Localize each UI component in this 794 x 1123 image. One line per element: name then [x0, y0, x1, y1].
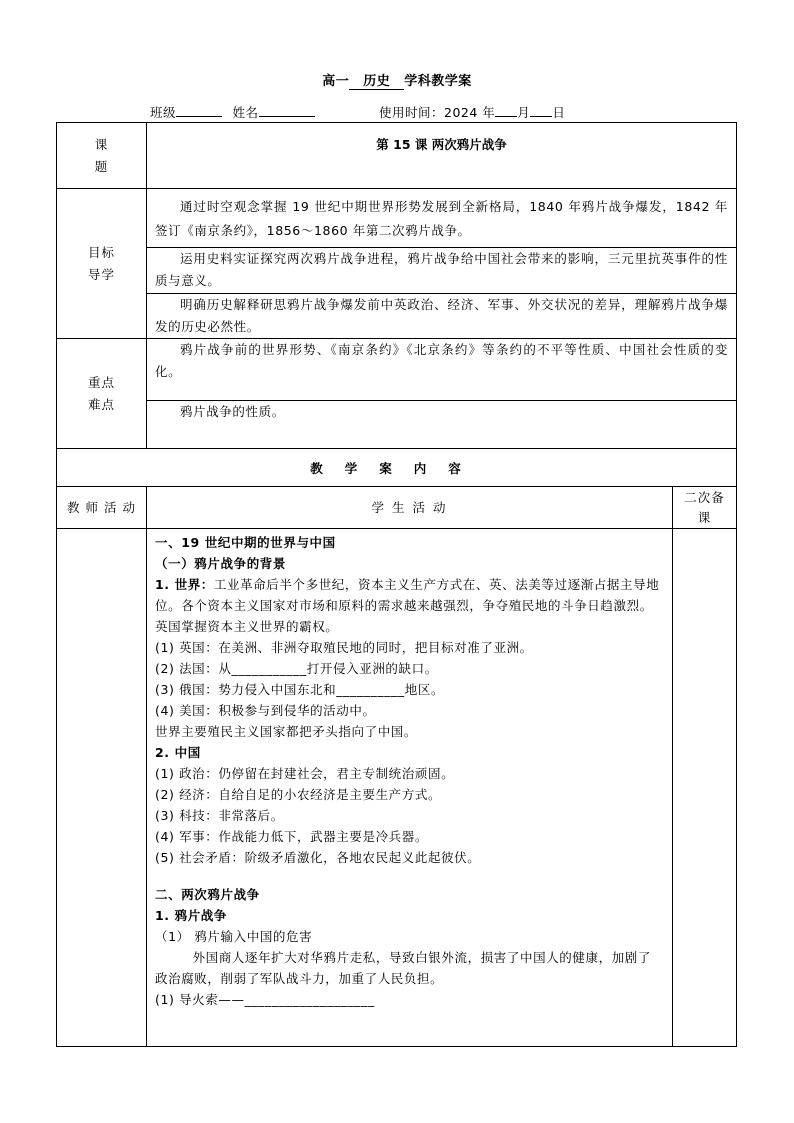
china-item-1: (1) 政治：仍停留在封建社会，君主专制统治顽固。 — [155, 766, 455, 781]
china-label: 2. 中国 — [155, 745, 201, 760]
title-subject: 历史 — [349, 70, 404, 90]
section-title: 教学案内容 — [310, 460, 483, 476]
date-label: 使用时间：2024 年 — [379, 105, 496, 120]
title-suffix: 学科教学案 — [404, 74, 472, 89]
class-blank[interactable] — [176, 104, 222, 117]
world-summary: 世界主要殖民主义国家都把矛头指向了中国。 — [155, 724, 418, 739]
opium-item: （1） 鸦片输入中国的危害 — [155, 929, 313, 944]
goals-label-cell — [57, 189, 147, 339]
month-label: 月 — [517, 105, 531, 120]
fuse-item: (1) 导火索——___________________ — [155, 992, 375, 1007]
name-label: 姓名 — [232, 105, 259, 120]
spacer — [155, 868, 664, 884]
document-title — [0, 70, 794, 90]
goals-label: 目标 导学 — [87, 244, 115, 282]
world-item-1: (1) 英国：在美洲、非洲夺取殖民地的同时，把目标对准了亚洲。 — [155, 640, 533, 655]
goal-item-3: 明确历史解释研思鸦片战争爆发前中英政治、经济、军事、外交状况的差异，理解鸦片战争爆发的历史必然性。 — [147, 294, 737, 339]
china-item-5: (5) 社会矛盾：阶级矛盾激化，各地农民起义此起彼伏。 — [155, 850, 481, 865]
goal-item-1: 通过时空观念掌握 19 世纪中期世界形势发展到全新格局，1840 年鸦片战争爆发，1842 年签订《南京条约》，1856～1860 年第二次鸦片战争。 — [147, 189, 737, 248]
china-item-2: (2) 经济：自给自足的小农经济是主要生产方式。 — [155, 787, 442, 802]
goal-item-2: 运用史料实证探究两次鸦片战争进程，鸦片战争给中国社会带来的影响，三元里抗英事件的性质与意义。 — [147, 248, 737, 294]
key-points-label: 重点 难点 — [87, 374, 115, 412]
heading-2: 二、两次鸦片战争 — [155, 887, 260, 902]
teacher-activity-cell[interactable] — [57, 529, 147, 1047]
col-student: 学 生 活 动 — [147, 487, 673, 529]
key-point-2: 鸦片战争的性质。 — [147, 401, 737, 449]
month-blank[interactable] — [495, 104, 517, 117]
world-item-3: (3) 俄国：势力侵入中国东北和__________地区。 — [155, 682, 445, 697]
section-title-cell — [57, 449, 737, 487]
opium-text: 外国商人逐年扩大对华鸦片走私，导致白银外流，损害了中国人的健康，加剧了政治腐败，削弱了军队战斗力，加重了人民负担。 — [155, 950, 652, 986]
heading-1-sub: （一）鸦片战争的背景 — [155, 556, 287, 571]
china-item-3: (3) 科技：非常落后。 — [155, 808, 284, 823]
world-item-4: (4) 美国：积极参与到侵华的活动中。 — [155, 703, 376, 718]
meta-line — [150, 103, 565, 121]
day-label: 日 — [552, 105, 566, 120]
topic-label-cell — [57, 123, 147, 189]
world-text: 工业革命后半个多世纪，资本主义生产方式在、英、法美等过逐渐占据主导地位。各个资本主义国家对市场和原料的需求越来越强烈，争夺殖民地的斗争日趋激烈。英国掌握资本主义世界的霸权。 — [155, 577, 660, 634]
china-item-4: (4) 军事：作战能力低下，武器主要是冷兵器。 — [155, 829, 428, 844]
world-label: 1. 世界： — [155, 577, 214, 592]
topic-label: 课 题 — [94, 136, 109, 174]
day-blank[interactable] — [530, 104, 552, 117]
class-label: 班级 — [150, 105, 177, 120]
name-blank[interactable] — [259, 104, 315, 117]
col-teacher: 教 师 活 动 — [57, 487, 147, 529]
title-prefix: 高一 — [322, 74, 350, 89]
col-second: 二次备课 — [673, 487, 737, 529]
lesson-table — [56, 122, 737, 1047]
heading-2-sub: 1. 鸦片战争 — [155, 908, 227, 923]
key-point-1: 鸦片战争前的世界形势、《南京条约》《北京条约》等条约的不平等性质、中国社会性质的变化。 — [147, 339, 737, 401]
world-item-2: (2) 法国：从___________打开侵入亚洲的缺口。 — [155, 661, 438, 676]
key-points-label-cell — [57, 339, 147, 449]
second-prep-cell[interactable] — [673, 529, 737, 1047]
heading-1: 一、19 世纪中期的世界与中国 — [155, 535, 336, 550]
topic-title: 第 15 课 两次鸦片战争 — [147, 123, 737, 189]
student-activity-cell — [147, 529, 673, 1047]
world-paragraph — [155, 574, 664, 637]
